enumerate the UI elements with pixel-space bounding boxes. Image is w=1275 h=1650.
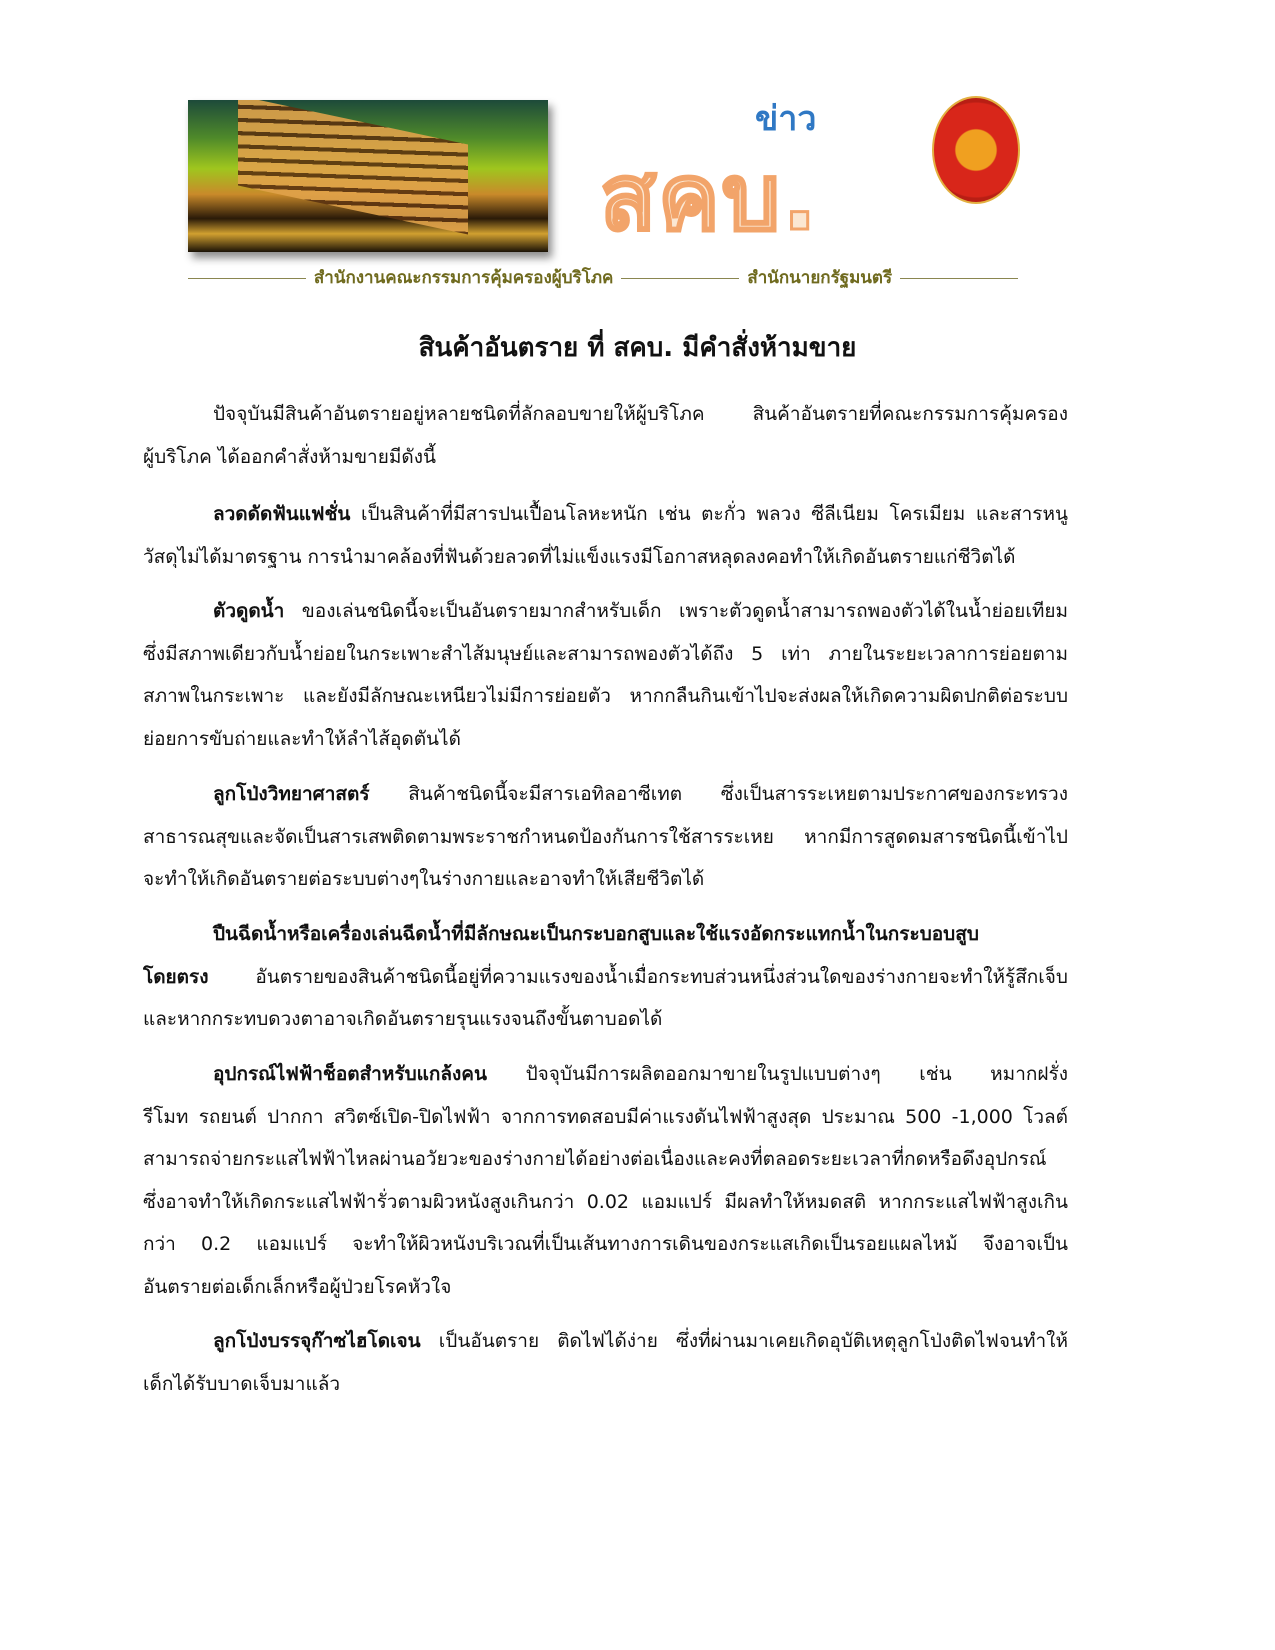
item-heading: อุปกรณ์ไฟฟ้าช็อตสำหรับแกล้งคน [213, 1063, 488, 1085]
ocpb-seal-icon [932, 96, 1020, 204]
paragraph-line [143, 1096, 1068, 1139]
divider [188, 278, 306, 279]
government-complex-photo [188, 100, 548, 252]
body-text: กว่า 0.2 แอมแปร์ จะทำให้ผิวหนังบริเวณที่เป็นเส้นทางการเดินของกระแสเกิดเป็นรอยแผลไหม้ จึงอาจเป็น [143, 1233, 1068, 1255]
news-label: ข่าว [755, 100, 817, 138]
page-title: สินค้าอันตราย ที่ สคบ. มีคำสั่งห้ามขาย [418, 333, 857, 363]
paragraph-line [143, 773, 1068, 816]
paragraph-line [143, 998, 1068, 1041]
paragraph [143, 1320, 1068, 1405]
body-text: สินค้าชนิดนี้จะมีสารเอทิลอาซีเทต ซึ่งเป็นสารระเหยตามประกาศของกระทรวง [369, 783, 1068, 805]
item-heading: ลูกโป่งบรรจุก๊าซไฮโดเจน [213, 1330, 421, 1352]
paragraph-line [143, 675, 1068, 718]
paragraph-line [143, 1053, 1068, 1096]
paragraph [143, 913, 1068, 1041]
paragraph-line [143, 393, 1068, 436]
brand-logo-text: สคบ. [600, 146, 820, 250]
body-text: และหากกระทบดวงตาอาจเกิดอันตรายรุนแรงจนถึงขั้นตาบอดได้ [143, 1008, 663, 1030]
item-heading: ตัวดูดน้ำ [213, 600, 285, 622]
paragraph-line [143, 718, 1068, 761]
paragraph-line [143, 536, 1068, 579]
item-heading: ลวดดัดฟันแฟชั่น [213, 503, 351, 525]
body-text: ซึ่งมีสภาพเดียวกับน้ำย่อยในกระเพาะสำไส้มนุษย์และสามารถพองตัวได้ถึง 5 เท่า ภายในระยะเวลาการย่อยตาม [143, 642, 1068, 665]
item-heading: โดยตรง [143, 965, 209, 988]
paragraph-line [143, 858, 1068, 901]
letterhead-subtitle [188, 265, 1018, 291]
paragraph-line [143, 493, 1068, 536]
body-text: วัสดุไม่ได้มาตรฐาน การนำมาคล้องที่ฟันด้วยลวดที่ไม่แข็งแรงมีโอกาสหลุดลงคอทำให้เกิดอันตรายแก่ชีวิตได้ [143, 545, 1016, 568]
paragraph-line [143, 633, 1068, 676]
paragraph [143, 393, 1068, 478]
body-text: อันตรายต่อเด็กเล็กหรือผู้ป่วยโรคหัวใจ [143, 1275, 452, 1298]
body-text: ผู้บริโภค ได้ออกคำสั่งห้ามขายมีดังนี้ [143, 445, 436, 468]
paragraph [143, 590, 1068, 760]
body-text: จะทำให้เกิดอันตรายต่อระบบต่างๆในร่างกายและอาจทำให้เสียชีวิตได้ [143, 868, 705, 890]
item-heading: ปืนฉีดน้ำหรือเครื่องเล่นฉีดน้ำที่มีลักษณะเป็นกระบอกสูบและใช้แรงอัดกระแทกน้ำในกระบอบสูบ [213, 923, 979, 945]
body-text: ย่อยการขับถ่ายและทำให้ลำไส้อุดตันได้ [143, 727, 461, 750]
body-text: สาธารณสุขและจัดเป็นสารเสพติดตามพระราชกำหนดป้องกันการใช้สารระเหย หากมีการสูดดมสารชนิดนี้เข้าไป [143, 825, 1068, 848]
paragraph-line [143, 913, 1068, 956]
paragraph-line [143, 816, 1068, 859]
divider [900, 278, 1018, 279]
paragraph [143, 773, 1068, 901]
paragraph-line [143, 1223, 1068, 1266]
paragraph-line [143, 436, 1068, 479]
body-text: เป็นสินค้าที่มีสารปนเปื้อนโลหะหนัก เช่น ตะกั่ว พลวง ซีลีเนียม โครเมียม และสารหนู [350, 503, 1068, 525]
body-text: เป็นอันตราย ติดไฟได้ง่าย ซึ่งที่ผ่านมาเคยเกิดอุบัติเหตุลูกโป่งติดไฟจนทำให้ [420, 1330, 1068, 1352]
body-text: ซึ่งอาจทำให้เกิดกระแสไฟฟ้ารั่วตามผิวหนังสูงเกินกว่า 0.02 แอมแปร์ มีผลทำให้หมดสติ หากกระแสไฟฟ้าสูงเกิน [143, 1190, 1068, 1213]
paragraph-line [143, 1181, 1068, 1224]
paragraph-line [143, 1138, 1068, 1181]
paragraph-line [143, 1266, 1068, 1309]
office-name: สำนักงานคณะกรรมการคุ้มครองผู้บริโภค [313, 268, 614, 288]
body-text: รีโมท รถยนต์ ปากกา สวิตซ์เปิด-ปิดไฟฟ้า จากการทดสอบมีค่าแรงดันไฟฟ้าสูงสุด ประมาณ 500 -1,000 โวลต์ [143, 1105, 1068, 1128]
paragraph [143, 1053, 1068, 1308]
parent-office: สำนักนายกรัฐมนตรี [747, 268, 893, 288]
paragraph [143, 493, 1068, 578]
body-text: สามารถจ่ายกระแสไฟฟ้าไหลผ่านอวัยวะของร่างกายได้อย่างต่อเนื่องและคงที่ตลอดระยะเวลาที่กดหรือดึงอุปกรณ์ [143, 1148, 1047, 1170]
body-text: สภาพในกระเพาะ และยังมีลักษณะเหนียวไม่มีการย่อยตัว หากกลืนกินเข้าไปจะส่งผลให้เกิดความผิดปกติต่อระบบ [143, 685, 1068, 707]
body-text: ปัจจุบันมีสินค้าอันตรายอยู่หลายชนิดที่ลักลอบขายให้ผู้บริโภค สินค้าอันตรายที่คณะกรรมการคุ้มครอง [213, 403, 1068, 425]
body-text: ของเล่นชนิดนี้จะเป็นอันตรายมากสำหรับเด็ก เพราะตัวดูดน้ำสามารถพองตัวได้ในน้ำย่อยเทียม [284, 600, 1068, 622]
body-text: อันตรายของสินค้าชนิดนี้อยู่ที่ความแรงของน้ำเมื่อกระทบส่วนหนึ่งส่วนใดของร่างกายจะทำให้รู้สึกเจ็บ [208, 965, 1068, 988]
paragraph-line [143, 1363, 1068, 1406]
divider [621, 278, 739, 279]
body-text: เด็กได้รับบาดเจ็บมาแล้ว [143, 1372, 341, 1395]
item-heading: ลูกโป่งวิทยาศาสตร์ [213, 783, 370, 805]
paragraph-line [143, 956, 1068, 999]
paragraph-line [143, 590, 1068, 633]
paragraph-line [143, 1320, 1068, 1363]
body-text: ปัจจุบันมีการผลิตออกมาขายในรูปแบบต่างๆ เช่น หมากฝรั่ง [487, 1063, 1068, 1085]
